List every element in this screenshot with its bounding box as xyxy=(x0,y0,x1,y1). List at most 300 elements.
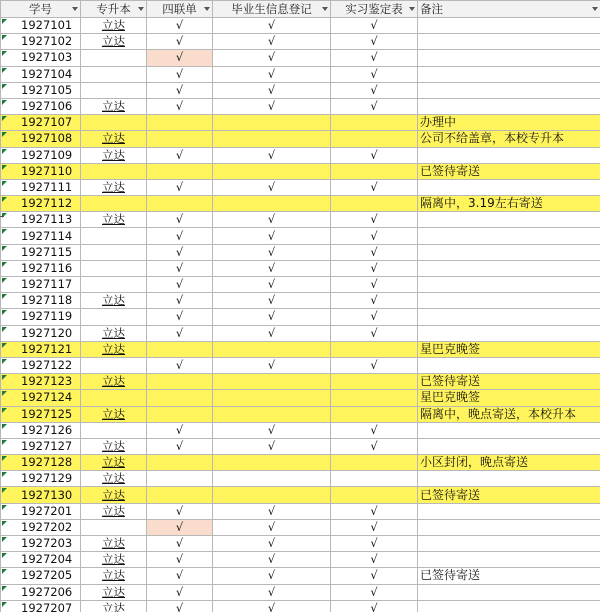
internship-cell[interactable] xyxy=(331,341,418,357)
internship-cell-text: √ xyxy=(370,519,378,534)
four-copy-cell[interactable] xyxy=(147,552,213,568)
four-copy-cell[interactable] xyxy=(147,293,213,309)
upgrade-cell[interactable] xyxy=(81,277,147,293)
student-id-cell[interactable] xyxy=(1,519,81,535)
four-copy-cell[interactable] xyxy=(147,50,213,66)
internship-cell-text: √ xyxy=(370,422,378,437)
internship-cell[interactable] xyxy=(331,438,418,454)
upgrade-cell[interactable] xyxy=(81,390,147,406)
graduate-info-cell[interactable] xyxy=(213,471,331,487)
student-id-cell[interactable] xyxy=(1,277,81,293)
four-copy-cell[interactable] xyxy=(147,277,213,293)
filter-dropdown-icon[interactable] xyxy=(204,7,210,11)
upgrade-cell[interactable] xyxy=(81,98,147,114)
table-row xyxy=(1,357,600,373)
internship-cell[interactable] xyxy=(331,115,418,131)
internship-cell[interactable] xyxy=(331,196,418,212)
graduate-info-cell[interactable] xyxy=(213,228,331,244)
internship-cell[interactable] xyxy=(331,519,418,535)
notes-cell[interactable] xyxy=(418,163,600,179)
four-copy-cell-text: √ xyxy=(175,325,184,340)
four-copy-cell[interactable] xyxy=(147,390,213,406)
student-id-cell[interactable] xyxy=(1,438,81,454)
graduate-info-cell[interactable] xyxy=(213,196,331,212)
notes-cell[interactable] xyxy=(418,260,600,276)
notes-cell[interactable] xyxy=(418,131,600,147)
upgrade-cell[interactable] xyxy=(81,584,147,600)
internship-cell[interactable] xyxy=(331,552,418,568)
upgrade-cell[interactable] xyxy=(81,406,147,422)
student-id-cell[interactable] xyxy=(1,179,81,195)
upgrade-cell[interactable] xyxy=(81,455,147,471)
four-copy-cell[interactable] xyxy=(147,422,213,438)
graduate-info-cell[interactable] xyxy=(213,293,331,309)
student-id-cell-text: 1927107 xyxy=(21,115,73,130)
four-copy-cell[interactable] xyxy=(147,455,213,471)
graduate-info-cell[interactable] xyxy=(213,374,331,390)
notes-cell[interactable] xyxy=(418,471,600,487)
four-copy-cell[interactable] xyxy=(147,519,213,535)
notes-cell[interactable] xyxy=(418,325,600,341)
four-copy-cell[interactable] xyxy=(147,179,213,195)
internship-cell[interactable] xyxy=(331,584,418,600)
upgrade-cell[interactable] xyxy=(81,82,147,98)
student-id-cell[interactable] xyxy=(1,325,81,341)
upgrade-cell-text: 立达 xyxy=(102,406,125,421)
graduate-info-cell[interactable] xyxy=(213,341,331,357)
graduate-info-cell[interactable] xyxy=(213,34,331,50)
table-row xyxy=(1,293,600,309)
header-internship-form[interactable]: 实习鉴定表 xyxy=(331,1,418,18)
student-id-cell[interactable] xyxy=(1,341,81,357)
upgrade-cell[interactable] xyxy=(81,438,147,454)
graduate-info-cell[interactable] xyxy=(213,406,331,422)
student-id-cell-text: 1927106 xyxy=(21,99,73,114)
upgrade-cell[interactable] xyxy=(81,357,147,373)
four-copy-cell[interactable] xyxy=(147,584,213,600)
upgrade-cell[interactable] xyxy=(81,293,147,309)
internship-cell[interactable] xyxy=(331,260,418,276)
student-id-cell[interactable] xyxy=(1,309,81,325)
graduate-info-cell[interactable] xyxy=(213,50,331,66)
four-copy-cell-text: √ xyxy=(175,212,184,227)
upgrade-cell[interactable] xyxy=(81,422,147,438)
graduate-info-cell-text: √ xyxy=(267,18,276,33)
filter-dropdown-icon[interactable] xyxy=(592,7,598,11)
student-id-cell[interactable] xyxy=(1,406,81,422)
four-copy-cell[interactable] xyxy=(147,66,213,82)
notes-cell[interactable] xyxy=(418,600,600,612)
graduate-info-cell[interactable] xyxy=(213,325,331,341)
four-copy-cell[interactable] xyxy=(147,147,213,163)
four-copy-cell[interactable] xyxy=(147,536,213,552)
student-id-cell-text: 1927105 xyxy=(21,82,73,97)
upgrade-cell[interactable] xyxy=(81,260,147,276)
upgrade-cell[interactable] xyxy=(81,309,147,325)
internship-cell[interactable] xyxy=(331,455,418,471)
student-id-cell[interactable] xyxy=(1,536,81,552)
notes-cell[interactable] xyxy=(418,228,600,244)
table-row xyxy=(1,277,600,293)
student-id-cell[interactable] xyxy=(1,163,81,179)
notes-cell[interactable] xyxy=(418,341,600,357)
student-id-cell[interactable] xyxy=(1,471,81,487)
header-notes[interactable]: 备注 xyxy=(418,1,600,18)
upgrade-cell[interactable] xyxy=(81,552,147,568)
upgrade-cell[interactable] xyxy=(81,536,147,552)
graduate-info-cell[interactable] xyxy=(213,309,331,325)
student-id-cell-text: 1927128 xyxy=(21,455,73,470)
graduate-info-cell[interactable] xyxy=(213,18,331,34)
student-id-cell-text: 1927114 xyxy=(21,228,73,243)
four-copy-cell[interactable] xyxy=(147,471,213,487)
four-copy-cell[interactable] xyxy=(147,82,213,98)
upgrade-cell-text: 立达 xyxy=(102,600,125,612)
graduate-info-cell[interactable] xyxy=(213,584,331,600)
text-number-indicator-icon xyxy=(2,51,7,56)
header-four-copy-form[interactable]: 四联单 xyxy=(147,1,213,18)
graduate-info-cell[interactable] xyxy=(213,98,331,114)
internship-cell[interactable] xyxy=(331,536,418,552)
internship-cell[interactable] xyxy=(331,325,418,341)
internship-cell-text: √ xyxy=(370,212,378,227)
notes-cell[interactable] xyxy=(418,82,600,98)
notes-cell[interactable] xyxy=(418,438,600,454)
filter-dropdown-icon[interactable] xyxy=(72,7,78,11)
graduate-info-cell[interactable] xyxy=(213,503,331,519)
internship-cell[interactable] xyxy=(331,18,418,34)
internship-cell[interactable] xyxy=(331,66,418,82)
student-id-cell-text: 1927123 xyxy=(21,374,73,389)
graduate-info-cell[interactable] xyxy=(213,390,331,406)
four-copy-cell[interactable] xyxy=(147,406,213,422)
internship-cell[interactable] xyxy=(331,228,418,244)
upgrade-cell[interactable] xyxy=(81,66,147,82)
internship-cell[interactable] xyxy=(331,34,418,50)
notes-cell[interactable] xyxy=(418,503,600,519)
four-copy-cell[interactable] xyxy=(147,503,213,519)
graduate-info-cell[interactable] xyxy=(213,422,331,438)
upgrade-cell[interactable] xyxy=(81,471,147,487)
upgrade-cell[interactable] xyxy=(81,147,147,163)
internship-cell[interactable] xyxy=(331,471,418,487)
four-copy-cell[interactable] xyxy=(147,212,213,228)
upgrade-cell[interactable] xyxy=(81,163,147,179)
student-id-cell[interactable] xyxy=(1,487,81,503)
graduate-info-cell[interactable] xyxy=(213,277,331,293)
student-id-cell[interactable] xyxy=(1,50,81,66)
internship-cell[interactable] xyxy=(331,390,418,406)
graduate-info-cell[interactable] xyxy=(213,568,331,584)
internship-cell[interactable] xyxy=(331,503,418,519)
internship-cell[interactable] xyxy=(331,179,418,195)
student-id-cell[interactable] xyxy=(1,455,81,471)
internship-cell[interactable] xyxy=(331,487,418,503)
internship-cell[interactable] xyxy=(331,406,418,422)
header-graduate-info[interactable]: 毕业生信息登记 xyxy=(213,1,331,18)
text-number-indicator-icon xyxy=(2,602,7,607)
notes-cell[interactable] xyxy=(418,196,600,212)
student-id-cell[interactable] xyxy=(1,66,81,82)
four-copy-cell[interactable] xyxy=(147,131,213,147)
text-number-indicator-icon xyxy=(2,375,7,380)
internship-cell[interactable] xyxy=(331,50,418,66)
four-copy-cell[interactable] xyxy=(147,163,213,179)
internship-cell[interactable] xyxy=(331,147,418,163)
internship-cell[interactable] xyxy=(331,422,418,438)
table-row xyxy=(1,34,600,50)
table-row xyxy=(1,438,600,454)
text-number-indicator-icon xyxy=(2,310,7,315)
notes-cell-text: 已签待寄送 xyxy=(420,568,481,583)
notes-cell[interactable] xyxy=(418,244,600,260)
student-id-cell-text: 1927122 xyxy=(21,358,73,373)
notes-cell[interactable] xyxy=(418,552,600,568)
notes-cell[interactable] xyxy=(418,568,600,584)
four-copy-cell-text: √ xyxy=(175,552,184,567)
internship-cell-text: √ xyxy=(370,584,378,599)
notes-cell[interactable] xyxy=(418,147,600,163)
four-copy-cell[interactable] xyxy=(147,309,213,325)
graduate-info-cell[interactable] xyxy=(213,487,331,503)
student-id-cell[interactable] xyxy=(1,293,81,309)
student-id-cell-text: 1927118 xyxy=(21,293,73,308)
filter-dropdown-icon[interactable] xyxy=(322,7,328,11)
notes-cell[interactable] xyxy=(418,34,600,50)
student-id-cell[interactable] xyxy=(1,131,81,147)
four-copy-cell[interactable] xyxy=(147,18,213,34)
notes-cell[interactable] xyxy=(418,455,600,471)
graduate-info-cell-text: √ xyxy=(267,568,276,583)
student-id-cell[interactable] xyxy=(1,18,81,34)
upgrade-cell[interactable] xyxy=(81,228,147,244)
text-number-indicator-icon xyxy=(2,181,7,186)
four-copy-cell[interactable] xyxy=(147,600,213,612)
notes-cell[interactable] xyxy=(418,50,600,66)
header-student-id[interactable]: 学号 xyxy=(1,1,81,18)
student-id-cell[interactable] xyxy=(1,196,81,212)
filter-dropdown-icon[interactable] xyxy=(138,7,144,11)
internship-cell[interactable] xyxy=(331,293,418,309)
internship-cell[interactable] xyxy=(331,277,418,293)
text-number-indicator-icon xyxy=(2,132,7,137)
student-id-cell[interactable] xyxy=(1,228,81,244)
student-id-cell[interactable] xyxy=(1,98,81,114)
four-copy-cell-text: √ xyxy=(175,519,184,534)
graduate-info-cell[interactable] xyxy=(213,536,331,552)
table-row xyxy=(1,325,600,341)
notes-cell[interactable] xyxy=(418,584,600,600)
graduate-info-cell[interactable] xyxy=(213,244,331,260)
student-id-cell[interactable] xyxy=(1,422,81,438)
four-copy-cell[interactable] xyxy=(147,34,213,50)
notes-cell[interactable] xyxy=(418,357,600,373)
notes-cell[interactable] xyxy=(418,519,600,535)
internship-cell[interactable] xyxy=(331,163,418,179)
upgrade-cell[interactable] xyxy=(81,600,147,612)
graduate-info-cell[interactable] xyxy=(213,260,331,276)
notes-cell[interactable] xyxy=(418,18,600,34)
student-id-cell[interactable] xyxy=(1,82,81,98)
header-upgrade[interactable]: 专升本 xyxy=(81,1,147,18)
upgrade-cell-text: 立达 xyxy=(102,438,125,453)
internship-cell[interactable] xyxy=(331,244,418,260)
upgrade-cell[interactable] xyxy=(81,487,147,503)
student-id-cell[interactable] xyxy=(1,568,81,584)
notes-cell[interactable] xyxy=(418,487,600,503)
upgrade-cell[interactable] xyxy=(81,568,147,584)
internship-cell[interactable] xyxy=(331,357,418,373)
graduate-info-cell[interactable] xyxy=(213,357,331,373)
internship-cell[interactable] xyxy=(331,212,418,228)
four-copy-cell[interactable] xyxy=(147,98,213,114)
upgrade-cell-text: 立达 xyxy=(102,179,125,194)
student-id-cell[interactable] xyxy=(1,357,81,373)
four-copy-cell[interactable] xyxy=(147,438,213,454)
text-number-indicator-icon xyxy=(2,472,7,477)
four-copy-cell-text: √ xyxy=(175,34,184,49)
student-id-cell-text: 1927127 xyxy=(21,438,73,453)
graduate-info-cell-text: √ xyxy=(267,50,276,65)
graduate-info-cell-text: √ xyxy=(267,293,276,308)
graduate-info-cell[interactable] xyxy=(213,455,331,471)
text-number-indicator-icon xyxy=(2,391,7,396)
graduate-info-cell[interactable] xyxy=(213,438,331,454)
text-number-indicator-icon xyxy=(2,35,7,40)
internship-cell[interactable] xyxy=(331,131,418,147)
four-copy-cell[interactable] xyxy=(147,341,213,357)
four-copy-cell-text: √ xyxy=(175,82,184,97)
notes-cell[interactable] xyxy=(418,309,600,325)
graduate-info-cell-text: √ xyxy=(267,228,276,243)
graduate-info-cell[interactable] xyxy=(213,115,331,131)
upgrade-cell[interactable] xyxy=(81,503,147,519)
student-id-cell-text: 1927101 xyxy=(21,18,73,33)
four-copy-cell[interactable] xyxy=(147,196,213,212)
table-row xyxy=(1,519,600,535)
text-number-indicator-icon xyxy=(2,343,7,348)
upgrade-cell[interactable] xyxy=(81,374,147,390)
upgrade-cell[interactable] xyxy=(81,115,147,131)
student-id-cell-text: 1927109 xyxy=(21,147,73,162)
internship-cell-text: √ xyxy=(370,228,378,243)
notes-cell[interactable] xyxy=(418,293,600,309)
notes-cell[interactable] xyxy=(418,422,600,438)
student-id-cell[interactable] xyxy=(1,600,81,612)
text-number-indicator-icon xyxy=(2,408,7,413)
four-copy-cell-text: √ xyxy=(175,309,184,324)
notes-cell[interactable] xyxy=(418,179,600,195)
graduate-info-cell[interactable] xyxy=(213,66,331,82)
internship-cell[interactable] xyxy=(331,82,418,98)
upgrade-cell[interactable] xyxy=(81,131,147,147)
upgrade-cell[interactable] xyxy=(81,325,147,341)
student-id-cell[interactable] xyxy=(1,244,81,260)
upgrade-cell[interactable] xyxy=(81,50,147,66)
internship-cell[interactable] xyxy=(331,98,418,114)
graduate-info-cell[interactable] xyxy=(213,600,331,612)
student-id-cell[interactable] xyxy=(1,552,81,568)
upgrade-cell[interactable] xyxy=(81,179,147,195)
internship-cell[interactable] xyxy=(331,568,418,584)
notes-cell[interactable] xyxy=(418,115,600,131)
upgrade-cell[interactable] xyxy=(81,196,147,212)
graduate-info-cell-text: √ xyxy=(267,147,276,162)
notes-cell[interactable] xyxy=(418,390,600,406)
table-row xyxy=(1,309,600,325)
four-copy-cell[interactable] xyxy=(147,244,213,260)
four-copy-cell[interactable] xyxy=(147,115,213,131)
four-copy-cell[interactable] xyxy=(147,374,213,390)
student-id-cell[interactable] xyxy=(1,503,81,519)
upgrade-cell-text: 立达 xyxy=(102,212,125,227)
student-id-cell[interactable] xyxy=(1,34,81,50)
four-copy-cell[interactable] xyxy=(147,228,213,244)
student-id-cell[interactable] xyxy=(1,260,81,276)
student-id-cell[interactable] xyxy=(1,115,81,131)
graduate-info-cell[interactable] xyxy=(213,212,331,228)
text-number-indicator-icon xyxy=(2,165,7,170)
notes-cell[interactable] xyxy=(418,66,600,82)
student-id-cell[interactable] xyxy=(1,584,81,600)
upgrade-cell[interactable] xyxy=(81,244,147,260)
four-copy-cell[interactable] xyxy=(147,260,213,276)
graduate-info-cell[interactable] xyxy=(213,519,331,535)
table-body xyxy=(1,18,600,612)
upgrade-cell[interactable] xyxy=(81,34,147,50)
internship-cell-text: √ xyxy=(370,277,378,292)
four-copy-cell[interactable] xyxy=(147,487,213,503)
upgrade-cell[interactable] xyxy=(81,212,147,228)
upgrade-cell-text: 立达 xyxy=(102,503,125,518)
four-copy-cell[interactable] xyxy=(147,325,213,341)
upgrade-cell[interactable] xyxy=(81,519,147,535)
four-copy-cell[interactable] xyxy=(147,357,213,373)
notes-cell[interactable] xyxy=(418,212,600,228)
notes-cell-text: 公司不给盖章，本校专升本 xyxy=(420,131,565,146)
table-row xyxy=(1,455,600,471)
notes-cell[interactable] xyxy=(418,277,600,293)
student-id-cell[interactable] xyxy=(1,390,81,406)
table-row xyxy=(1,115,600,131)
filter-dropdown-icon[interactable] xyxy=(409,7,415,11)
internship-cell-text: √ xyxy=(370,179,378,194)
student-id-cell[interactable] xyxy=(1,374,81,390)
internship-cell-text: √ xyxy=(370,600,378,612)
notes-cell[interactable] xyxy=(418,98,600,114)
notes-cell[interactable] xyxy=(418,406,600,422)
graduate-info-cell[interactable] xyxy=(213,552,331,568)
graduate-info-cell[interactable] xyxy=(213,147,331,163)
notes-cell[interactable] xyxy=(418,536,600,552)
four-copy-cell[interactable] xyxy=(147,568,213,584)
student-id-cell[interactable] xyxy=(1,212,81,228)
notes-cell[interactable] xyxy=(418,374,600,390)
student-id-cell-text: 1927117 xyxy=(21,277,73,292)
internship-cell[interactable] xyxy=(331,600,418,612)
internship-cell[interactable] xyxy=(331,374,418,390)
graduate-info-cell[interactable] xyxy=(213,163,331,179)
internship-cell[interactable] xyxy=(331,309,418,325)
upgrade-cell[interactable] xyxy=(81,341,147,357)
graduate-info-cell[interactable] xyxy=(213,82,331,98)
text-number-indicator-icon xyxy=(2,197,7,202)
four-copy-cell-text: √ xyxy=(175,293,184,308)
graduate-info-cell[interactable] xyxy=(213,131,331,147)
graduate-info-cell[interactable] xyxy=(213,179,331,195)
student-id-cell[interactable] xyxy=(1,147,81,163)
upgrade-cell[interactable] xyxy=(81,18,147,34)
